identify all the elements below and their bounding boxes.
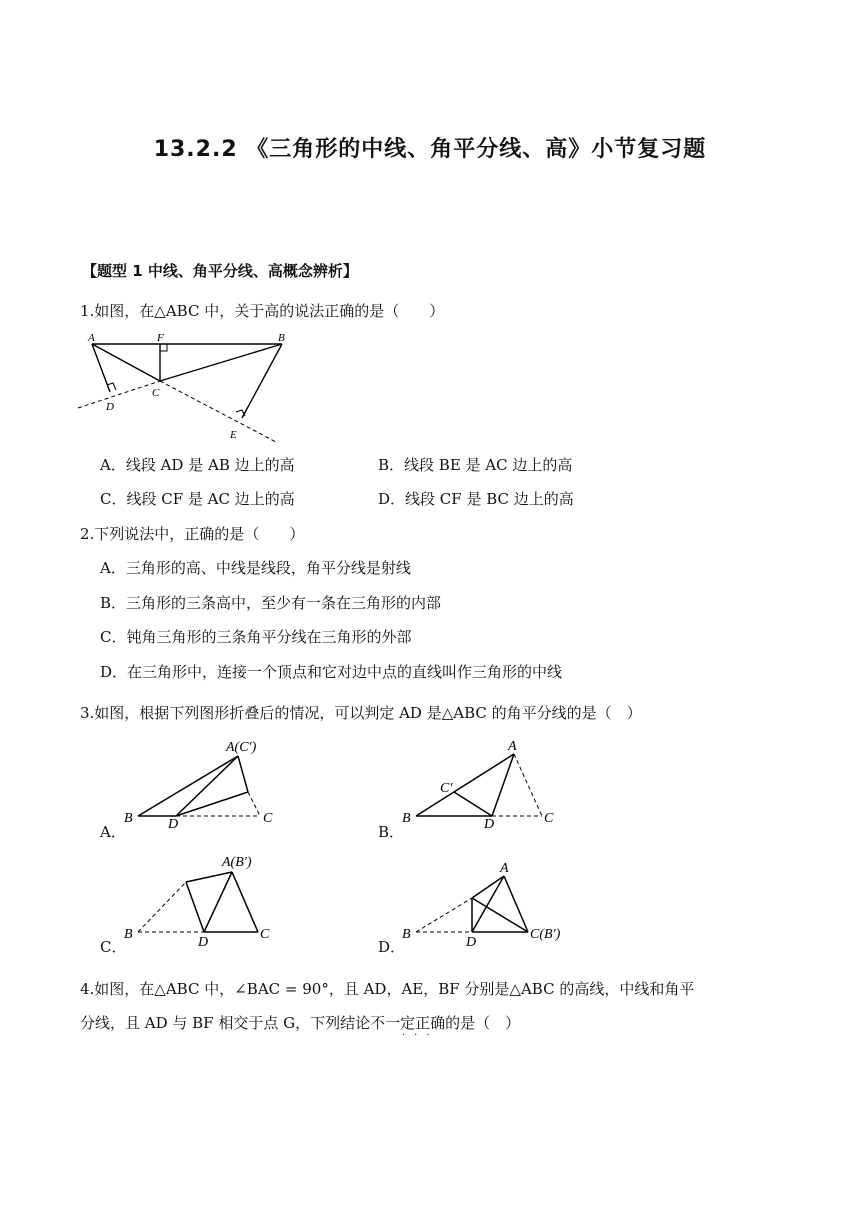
fig-d-label-A: A <box>500 861 509 876</box>
fig-d-label-B: B <box>402 927 411 942</box>
question-2-option-d[interactable]: D．在三角形中，连接一个顶点和它对边中点的直线叫作三角形的中线 <box>100 663 563 681</box>
label-B: B <box>278 332 285 344</box>
question-1-option-d[interactable]: D．线段 CF 是 BC 边上的高 <box>378 490 574 508</box>
fig-b-label-D: D <box>484 817 495 828</box>
question-4-stem-line2: 分线，且 AD 与 BF 相交于点 G，下列结论不一定正确的是（ ） <box>80 1014 521 1032</box>
question-1-figure <box>76 330 286 444</box>
fig-a-label-A: A(C′) <box>226 740 257 755</box>
fig-d-label-D: D <box>466 935 477 946</box>
question-3-figure-b <box>396 736 566 828</box>
section-heading: 【题型 1 中线、角平分线、高概念辨析】 <box>82 262 358 280</box>
label-E: E <box>230 429 237 441</box>
question-1-stem: 1.如图，在△ABC 中，关于高的说法正确的是（ ） <box>80 302 445 320</box>
fig-b-label-C-prime: C′ <box>440 781 453 796</box>
question-3-option-c[interactable]: C． <box>100 938 127 956</box>
question-3-option-d[interactable]: D． <box>378 938 406 956</box>
question-3-option-b[interactable]: B． <box>378 823 405 841</box>
label-C: C <box>152 387 160 399</box>
fig-b-label-A: A <box>508 739 517 754</box>
fig-b-label-C: C <box>544 811 554 826</box>
question-2-option-b[interactable]: B．三角形的三条高中，至少有一条在三角形的内部 <box>100 594 442 612</box>
label-A: A <box>88 332 95 344</box>
question-1-option-c[interactable]: C．线段 CF 是 AC 边上的高 <box>100 490 295 508</box>
question-1-option-b[interactable]: B．线段 BE 是 AC 边上的高 <box>378 456 573 474</box>
question-4-stem-line1: 4.如图，在△ABC 中，∠BAC = 90°，且 AD，AE，BF 分别是△ABC 的高线，中线和角平 <box>80 980 695 998</box>
question-3-figure-d <box>396 850 586 946</box>
fig-c-label-D: D <box>198 935 209 946</box>
label-D: D <box>106 401 114 413</box>
fig-c-label-B: B <box>124 927 133 942</box>
fig-a-label-D: D <box>168 817 179 828</box>
fig-c-label-C: C <box>260 927 270 942</box>
fig-b-label-B: B <box>402 811 411 826</box>
question-3-figure-a <box>118 736 288 828</box>
fig-a-label-B: B <box>124 811 133 826</box>
question-1-option-a[interactable]: A．线段 AD 是 AB 边上的高 <box>100 456 295 474</box>
question-2-stem: 2.下列说法中，正确的是（ ） <box>80 525 305 543</box>
question-3-option-a[interactable]: A． <box>100 823 126 841</box>
question-2-option-a[interactable]: A．三角形的高、中线是线段，角平分线是射线 <box>100 559 411 577</box>
question-3-figure-c <box>118 850 288 946</box>
emphasis-dots: ·​·​· <box>402 1030 439 1041</box>
question-3-stem: 3.如图，根据下列图形折叠后的情况，可以判定 AD 是△ABC 的角平分线的是（ ） <box>80 704 642 722</box>
question-2-option-c[interactable]: C．钝角三角形的三条角平分线在三角形的外部 <box>100 628 412 646</box>
fig-d-label-C-B-prime: C(B′) <box>530 927 561 942</box>
page-title: 13.2.2 《三角形的中线、角平分线、高》小节复习题 <box>153 137 707 162</box>
fig-a-label-C: C <box>263 811 273 826</box>
fig-c-label-A: A(B′) <box>222 855 252 870</box>
label-F: F <box>157 332 164 344</box>
